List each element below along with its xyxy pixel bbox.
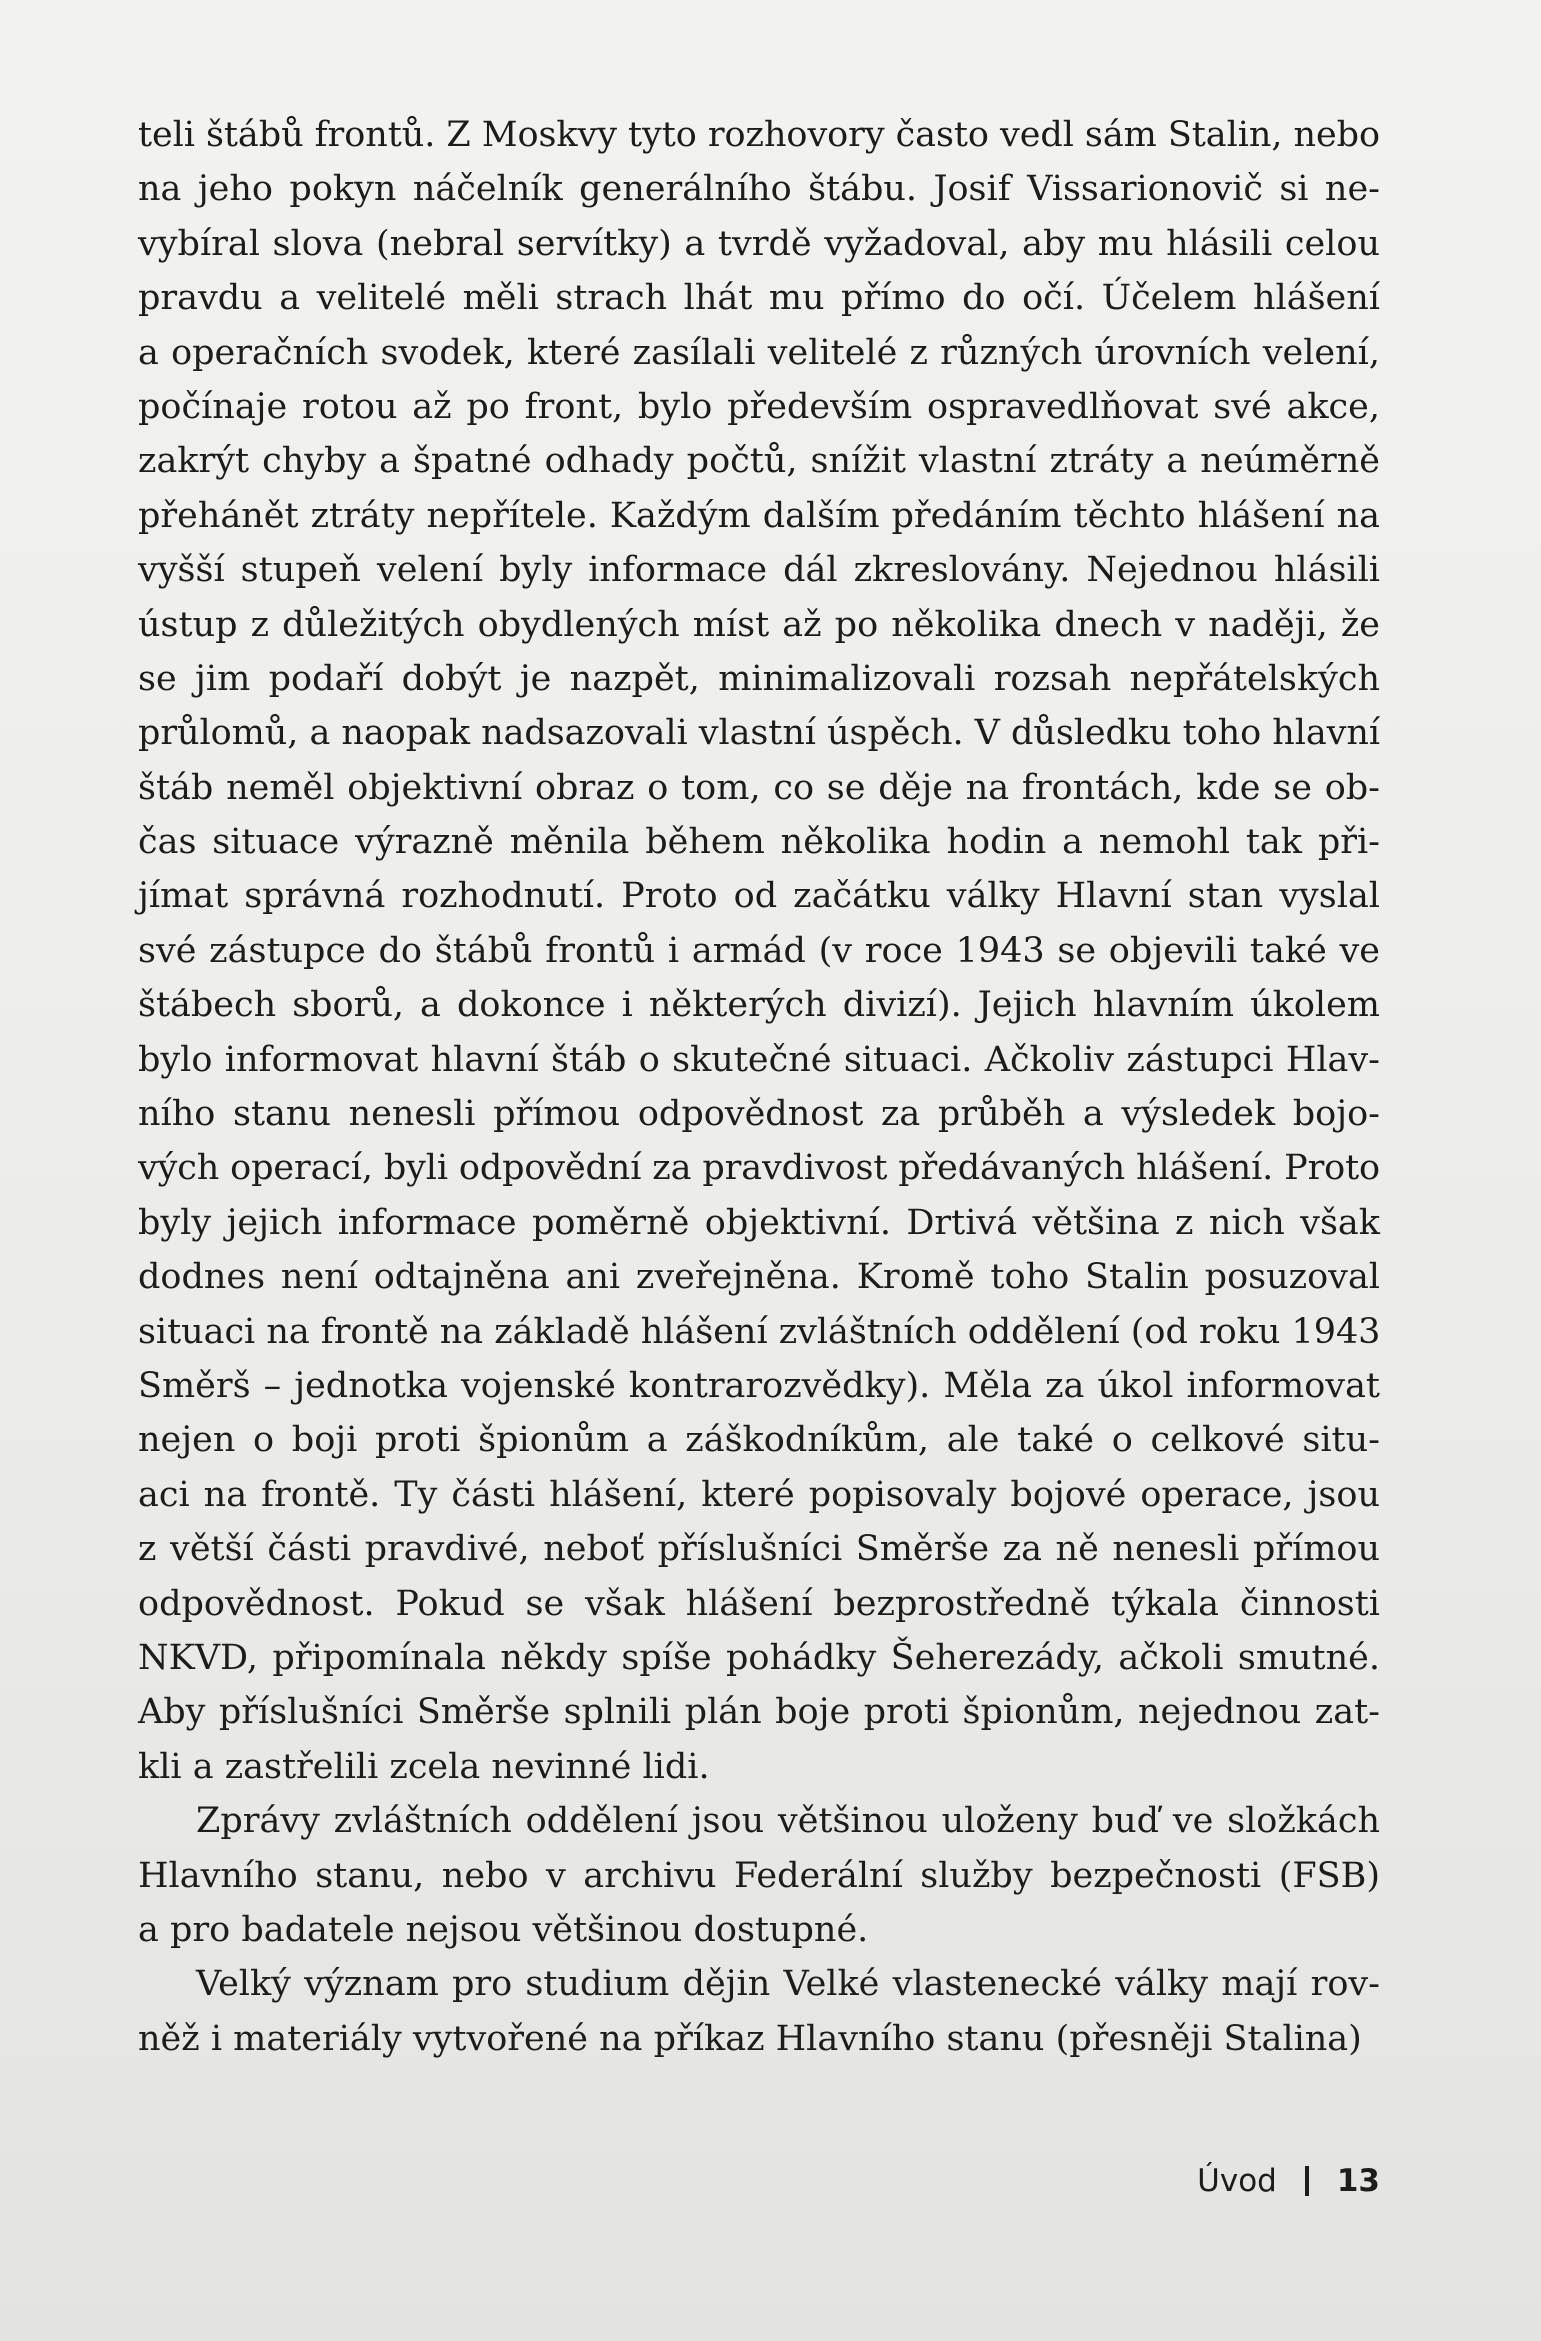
text-line: na jeho pokyn náčelník generálního štábu. Josif Vissarionovič si ne- — [138, 169, 1380, 210]
paragraph — [138, 1794, 1380, 1957]
text-line: a operačních svodek, které zasílali velitelé z různých úrovních velení, — [138, 332, 1380, 373]
text-line: a pro badatele nejsou většinou dostupné. — [138, 1909, 869, 1950]
text-line: situaci na frontě na základě hlášení zvláštních oddělení (od roku 1943 — [138, 1311, 1381, 1352]
text-line: přehánět ztráty nepřítele. Každým dalším předáním těchto hlášení na — [138, 495, 1380, 536]
text-line: pravdu a velitelé měli strach lhát mu přímo do očí. Účelem hlášení — [138, 278, 1380, 319]
text-line: Aby příslušníci Směrše splnili plán boje proti špionům, nejednou zat- — [138, 1692, 1380, 1733]
text-line: NKVD, připomínala někdy spíše pohádky Šeherezády, ačkoli smutné. — [138, 1637, 1380, 1678]
text-line: Směrš – jednotka vojenské kontrarozvědky). Měla za úkol informovat — [138, 1365, 1380, 1406]
paragraph — [138, 1957, 1380, 2066]
page-footer — [1100, 2156, 1380, 2206]
text-line: Velký význam pro studium dějin Velké vlastenecké války mají rov- — [196, 1964, 1380, 2005]
text-line: něž i materiály vytvořené na příkaz Hlavního stanu (přesněji Stalina) — [138, 2018, 1362, 2059]
body-text — [138, 108, 1380, 2066]
text-line: ústup z důležitých obydlených míst až po několika dnech v naději, že — [138, 604, 1380, 645]
text-line: vybíral slova (nebral servítky) a tvrdě vyžadoval, aby mu hlásili celou — [138, 223, 1380, 264]
text-line: jímat správná rozhodnutí. Proto od začátku války Hlavní stan vyslal — [138, 876, 1380, 917]
text-line: vých operací, byli odpovědní za pravdivost předávaných hlášení. Proto — [138, 1148, 1380, 1189]
footer-section-title: Úvod — [1197, 2163, 1277, 2199]
text-line: své zástupce do štábů frontů i armád (v roce 1943 se objevili také ve — [138, 930, 1380, 971]
text-line: štáb neměl objektivní obraz o tom, co se děje na frontách, kde se ob- — [138, 767, 1380, 808]
text-line: nejen o boji proti špionům a záškodníkům, ale také o celkové situ- — [138, 1420, 1380, 1461]
footer-separator — [1305, 2166, 1309, 2196]
text-line: teli štábů frontů. Z Moskvy tyto rozhovory často vedl sám Stalin, nebo — [138, 115, 1380, 155]
text-line: aci na frontě. Ty části hlášení, které popisovaly bojové operace, jsou — [138, 1474, 1380, 1515]
text-line: štábech sborů, a dokonce i některých divizí). Jejich hlavním úkolem — [138, 985, 1380, 1026]
text-line: počínaje rotou až po front, bylo především ospravedlňovat své akce, — [138, 386, 1380, 427]
paragraph — [138, 108, 1380, 1794]
text-line: zakrýt chyby a špatné odhady počtů, snížit vlastní ztráty a neúměrně — [138, 441, 1380, 482]
text-line: ního stanu nenesli přímou odpovědnost za průběh a výsledek bojo- — [138, 1094, 1380, 1135]
text-line: byly jejich informace poměrně objektivní. Drtivá většina z nich však — [138, 1202, 1380, 1243]
text-line: Hlavního stanu, nebo v archivu Federální služby bezpečnosti (FSB) — [138, 1855, 1380, 1896]
text-line: vyšší stupeň velení byly informace dál zkreslovány. Nejednou hlásili — [138, 550, 1380, 591]
text-line: bylo informovat hlavní štáb o skutečné situaci. Ačkoliv zástupci Hlav- — [138, 1039, 1380, 1080]
text-line: dodnes není odtajněna ani zveřejněna. Kromě toho Stalin posuzoval — [138, 1257, 1380, 1298]
text-line: odpovědnost. Pokud se však hlášení bezprostředně týkala činnosti — [138, 1583, 1380, 1624]
text-line: se jim podaří dobýt je nazpět, minimalizovali rozsah nepřátelských — [138, 658, 1380, 699]
page-number: 13 — [1336, 2163, 1380, 2199]
text-line: z větší části pravdivé, neboť příslušníci Směrše za ně nenesli přímou — [138, 1529, 1380, 1570]
text-line: průlomů, a naopak nadsazovali vlastní úspěch. V důsledku toho hlavní — [138, 713, 1380, 754]
text-line: čas situace výrazně měnila během několika hodin a nemohl tak při- — [138, 822, 1380, 863]
text-line: kli a zastřelili zcela nevinné lidi. — [138, 1746, 710, 1787]
text-line: Zprávy zvláštních oddělení jsou většinou uloženy buď ve složkách — [196, 1801, 1380, 1842]
